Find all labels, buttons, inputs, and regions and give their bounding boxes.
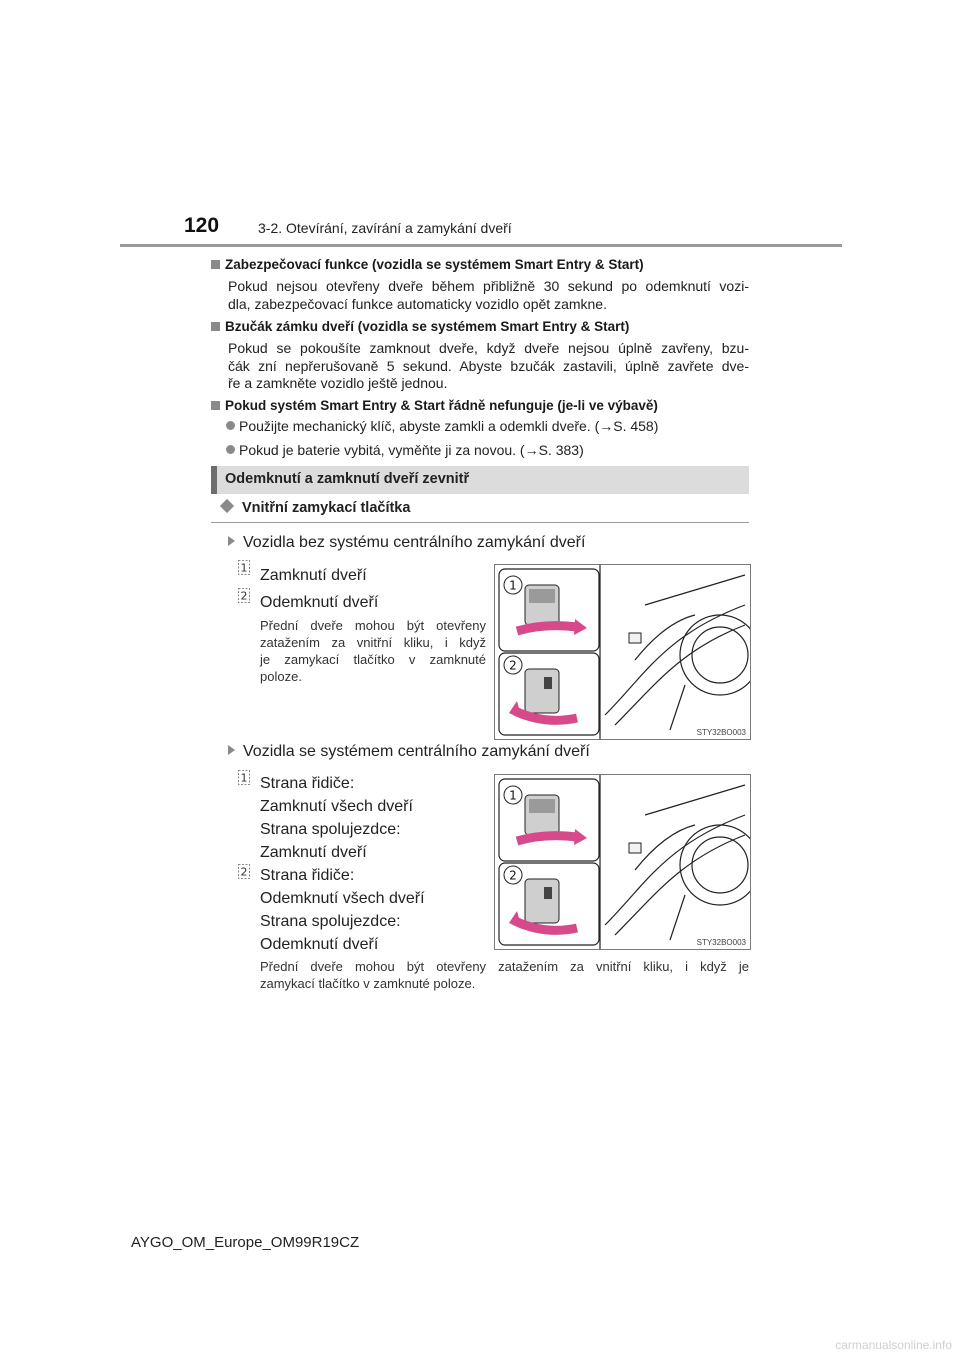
round-bullet-icon bbox=[226, 445, 235, 454]
item-heading-text: Pokud systém Smart Entry & Start řádně nefunguje (je-li ve výbavě) bbox=[225, 398, 658, 413]
bullet-mechanical-key bbox=[226, 418, 658, 434]
svg-text:1: 1 bbox=[240, 561, 248, 575]
svg-text:1: 1 bbox=[240, 771, 248, 785]
body-line: dla, zabezpečovací funkce automaticky vozidlo opět zamkne. bbox=[228, 295, 607, 312]
number-2-icon bbox=[238, 864, 250, 879]
case2-item1-line: Zamknutí dveří bbox=[260, 844, 367, 861]
round-bullet-icon bbox=[226, 421, 235, 430]
section-band-title: Odemknutí a zamknutí dveří zevnitř bbox=[225, 471, 470, 487]
figure-code: STY32BO003 bbox=[696, 938, 746, 947]
door-lock-illustration bbox=[495, 565, 750, 739]
item-heading-text: Zabezpečovací funkce (vozidla se systémem Smart Entry & Start) bbox=[225, 257, 644, 272]
door-lock-illustration bbox=[495, 775, 750, 949]
svg-text:1: 1 bbox=[509, 578, 517, 593]
item-body-buzzer bbox=[228, 340, 749, 393]
number-2-icon bbox=[238, 588, 250, 603]
document-code-footer: AYGO_OM_Europe_OM99R19CZ bbox=[131, 1234, 360, 1251]
diamond-bullet-icon bbox=[220, 499, 234, 513]
figure-code: STY32BO003 bbox=[696, 728, 746, 737]
svg-text:2: 2 bbox=[509, 658, 517, 673]
case2-item1-text bbox=[260, 772, 413, 864]
watermark: carmanualsonline.info bbox=[835, 1338, 952, 1352]
section-band-bar bbox=[211, 466, 217, 494]
square-bullet-icon bbox=[211, 401, 220, 410]
item-heading-text: Bzučák zámku dveří (vozidla se systémem Smart Entry & Start) bbox=[225, 319, 630, 334]
square-bullet-icon bbox=[211, 322, 220, 331]
bullet-text: Pokud je baterie vybitá, vyměňte ji za novou. (→S. 383) bbox=[239, 442, 584, 458]
figure-lock-buttons-2 bbox=[494, 774, 751, 950]
case2-item2-line: Odemknutí všech dveří bbox=[260, 890, 425, 907]
case2-note bbox=[260, 958, 749, 992]
body-line: čák zní nepřerušovaně 5 sekund. Abyste bzučák zastavili, úplně zavřete dve- bbox=[228, 357, 749, 374]
case2-item1-line: Strana řidiče: bbox=[260, 775, 355, 792]
case2-item1-line: Zamknutí všech dveří bbox=[260, 798, 413, 815]
body-line: Pokud se pokoušíte zamknout dveře, když dveře nejsou úplně zavřeny, bzu- bbox=[228, 340, 749, 356]
svg-text:2: 2 bbox=[240, 865, 248, 879]
case1-title bbox=[228, 534, 585, 552]
case1-note bbox=[260, 617, 486, 685]
case2-item2-line: Strana spolujezdce: bbox=[260, 913, 401, 930]
case1-item1-text: Zamknutí dveří bbox=[260, 567, 367, 584]
section-band bbox=[211, 466, 749, 494]
svg-text:1: 1 bbox=[509, 788, 517, 803]
item-body-security bbox=[228, 278, 749, 313]
note-line: je zamykací tlačítko v zamknuté bbox=[260, 652, 486, 667]
triangle-bullet-icon bbox=[228, 536, 235, 546]
number-1-icon bbox=[238, 560, 250, 575]
item-heading-security bbox=[211, 257, 644, 272]
bullet-battery bbox=[226, 442, 584, 458]
subheading-text: Vnitřní zamykací tlačítka bbox=[242, 500, 411, 516]
subheading-rule bbox=[211, 522, 749, 523]
case2-item1-line: Strana spolujezdce: bbox=[260, 821, 401, 838]
square-bullet-icon bbox=[211, 260, 220, 269]
number-1-icon bbox=[238, 770, 250, 785]
note-line: Přední dveře mohou být otevřeny zatažením za vnitřní kliku, i když je bbox=[260, 959, 749, 974]
item-heading-smart-entry bbox=[211, 398, 658, 413]
figure-lock-buttons-1 bbox=[494, 564, 751, 740]
case2-item2-text bbox=[260, 864, 425, 956]
bullet-text: Použijte mechanický klíč, abyste zamkli a odemkli dveře. (→S. 458) bbox=[239, 418, 659, 434]
header-rule bbox=[120, 244, 842, 247]
subheading bbox=[222, 500, 410, 516]
note-line: Přední dveře mohou být otevřeny bbox=[260, 618, 486, 633]
case1-title-text: Vozidla bez systému centrálního zamykání dveří bbox=[243, 534, 586, 551]
case1-item2-text: Odemknutí dveří bbox=[260, 594, 379, 611]
note-line: poloze. bbox=[260, 669, 302, 684]
case2-title bbox=[228, 743, 590, 761]
case2-item2-line: Strana řidiče: bbox=[260, 867, 355, 884]
item-heading-buzzer bbox=[211, 319, 629, 334]
body-line: ře a zamkněte vozidlo ještě jednou. bbox=[228, 375, 448, 391]
body-line: Pokud nejsou otevřeny dveře během přibližně 30 sekund po odemknutí vozi- bbox=[228, 278, 749, 294]
case2-title-text: Vozidla se systémem centrálního zamykání dveří bbox=[243, 743, 590, 760]
case2-item2-line: Odemknutí dveří bbox=[260, 936, 379, 953]
svg-text:2: 2 bbox=[509, 868, 517, 883]
section-title: 3-2. Otevírání, zavírání a zamykání dveří bbox=[258, 220, 512, 236]
triangle-bullet-icon bbox=[228, 745, 235, 755]
page-number: 120 bbox=[184, 214, 220, 237]
note-line: zatažením za vnitřní kliku, i když bbox=[260, 635, 486, 650]
note-line: zamykací tlačítko v zamknuté poloze. bbox=[260, 976, 476, 991]
svg-text:2: 2 bbox=[240, 589, 248, 603]
